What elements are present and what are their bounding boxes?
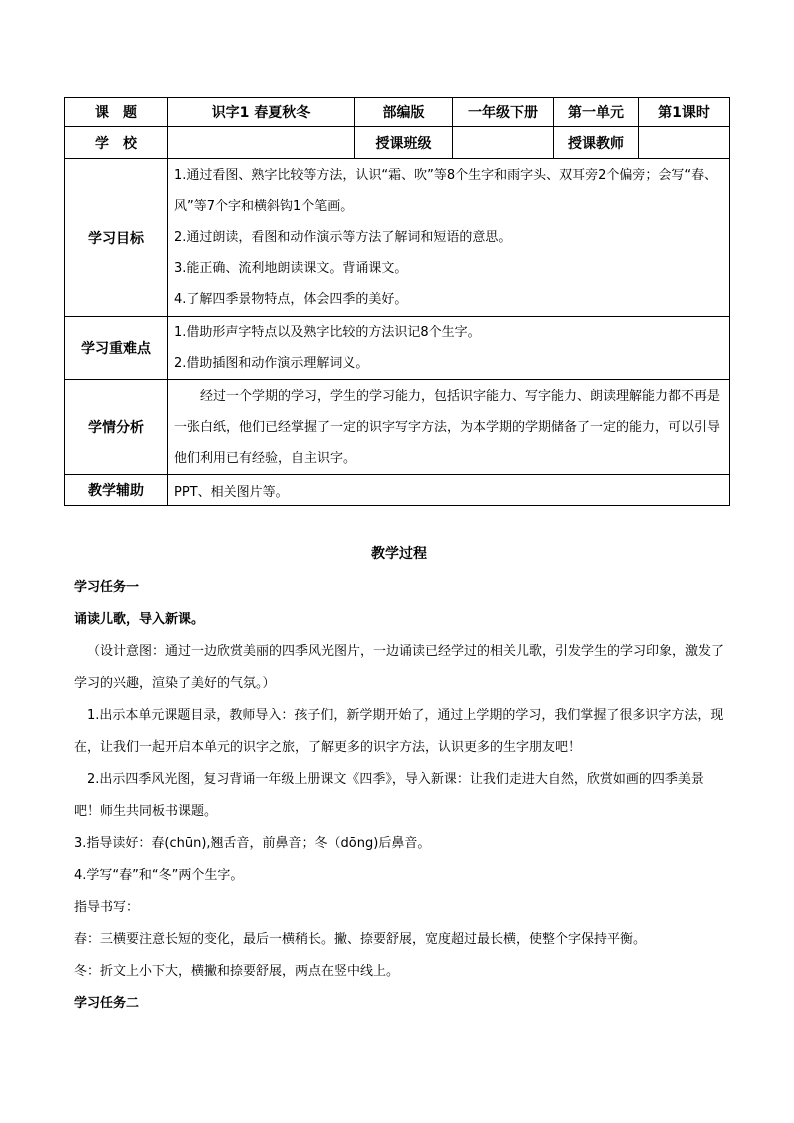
- lesson-info-table: [64, 97, 730, 506]
- teaching-process: [74, 538, 724, 1020]
- guide-label: 指导书写：: [74, 900, 140, 915]
- difficulties-content: [168, 317, 730, 380]
- goals-label: 学习目标: [65, 159, 168, 317]
- class-label: 授课班级: [355, 127, 453, 159]
- difficulty-item: 1.借助形声字特点以及熟字比较的方法识记8个生字。: [174, 325, 481, 340]
- aids-row: [65, 475, 730, 506]
- analysis-content: 经过一个学期的学习，学生的学习能力，包括识字能力、写字能力、朗读理解能力都不再是一张白纸，他们已经掌握了一定的识字写字方法，为本学期的学期储备了一定的能力，可以引导他们利用已有经验，自主识字。: [168, 380, 730, 475]
- design-intent: （设计意图：通过一边欣赏美丽的四季风光图片，一边诵读已经学过的相关儿歌，引发学生的学习印象，激发了学习的兴趣，渲染了美好的气氛。）: [74, 644, 725, 691]
- header-row: [65, 98, 730, 127]
- process-title: 教学过程: [371, 546, 427, 562]
- chun-note: 春：三横要注意长短的变化，最后一横稍长。撇、捺要舒展，宽度超过最长横，使整个字保持平衡。: [74, 932, 647, 947]
- goal-item: 2.通过朗读，看图和动作演示等方法了解词和短语的意思。: [174, 230, 512, 245]
- task1-heading: 学习任务一: [74, 580, 140, 595]
- step-4: 4.学写“春”和“冬”两个生字。: [74, 868, 244, 883]
- difficulty-item: 2.借助插图和动作演示理解词义。: [174, 356, 369, 371]
- goal-item: 1.通过看图、熟字比较等方法，认识“霜、吹”等8个生字和雨字头、双耳旁2个偏旁；会写“春、风”等7个字和横斜钩1个笔画。: [174, 168, 718, 214]
- aids-label: 教学辅助: [65, 475, 168, 506]
- teacher-value: [639, 127, 730, 159]
- goals-content: [168, 159, 730, 317]
- teacher-label: 授课教师: [554, 127, 639, 159]
- school-row: [65, 127, 730, 159]
- step-3: 3.指导读好：春(chūn),翘舌音，前鼻音；冬（dōng)后鼻音。: [74, 836, 431, 851]
- edition-value: 部编版: [355, 98, 453, 127]
- grade-value: 一年级下册: [453, 98, 554, 127]
- goal-item: 3.能正确、流利地朗读课文。背诵课文。: [174, 261, 408, 276]
- school-label: 学 校: [65, 127, 168, 159]
- task1-subheading: 诵读儿歌，导入新课。: [74, 612, 205, 627]
- analysis-label: 学情分析: [65, 380, 168, 475]
- difficulties-row: [65, 317, 730, 380]
- step-1: 1.出示本单元课题目录，教师导入：孩子们，新学期开始了，通过上学期的学习，我们掌握了很多识字方法，现在，让我们一起开启本单元的识字之旅，了解更多的识字方法，认识更多的生字朋友吧！: [74, 708, 724, 755]
- dong-note: 冬：折文上小下大，横撇和捺要舒展，两点在竖中线上。: [74, 964, 400, 979]
- task2-heading: 学习任务二: [74, 996, 140, 1011]
- unit-value: 第一单元: [554, 98, 639, 127]
- topic-label: 课 题: [65, 98, 168, 127]
- school-value: [168, 127, 355, 159]
- lesson-value: 第1课时: [639, 98, 730, 127]
- difficulties-label: 学习重难点: [65, 317, 168, 380]
- step-2: 2.出示四季风光图，复习背诵一年级上册课文《四季》，导入新课：让我们走进大自然，欣赏如画的四季美景吧！师生共同板书课题。: [74, 772, 704, 819]
- class-value: [453, 127, 554, 159]
- aids-content: PPT、相关图片等。: [168, 475, 730, 506]
- topic-value: 识字1 春夏秋冬: [168, 98, 355, 127]
- goals-row: [65, 159, 730, 317]
- goal-item: 4.了解四季景物特点，体会四季的美好。: [174, 292, 408, 307]
- analysis-row: [65, 380, 730, 475]
